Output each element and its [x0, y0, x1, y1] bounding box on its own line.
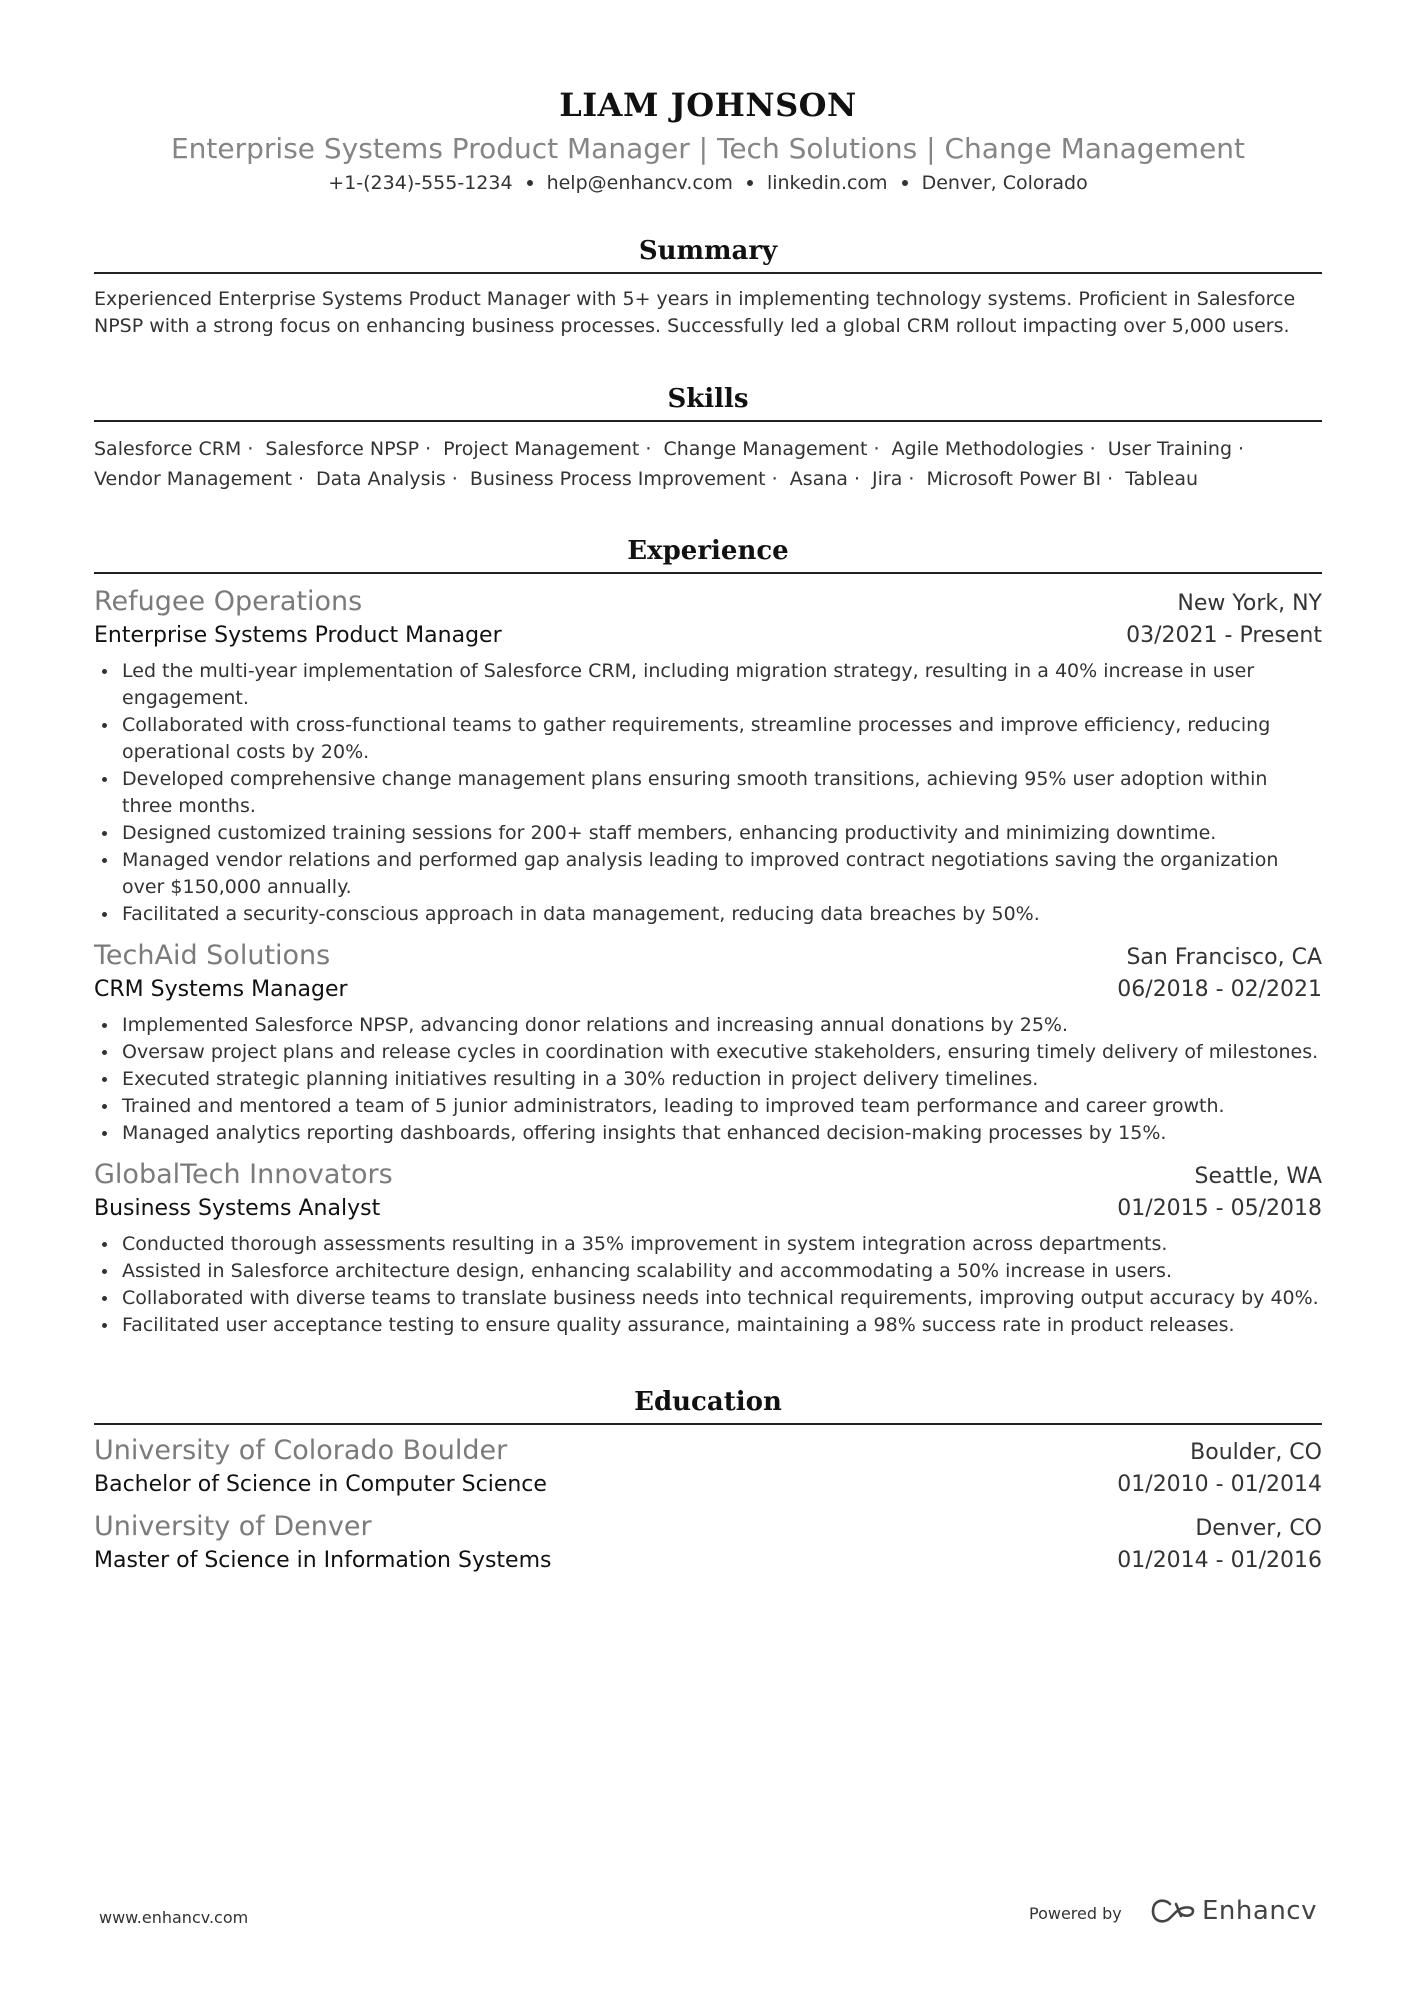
job-bullet: Developed comprehensive change management plans ensuring smooth transitions, achieving 95% user adoption within three months.	[94, 766, 1322, 820]
job-bullet: Assisted in Salesforce architecture design, enhancing scalability and accommodating a 50% increase in users.	[94, 1258, 1322, 1285]
education-dates: 01/2010 - 01/2014	[1117, 1472, 1322, 1497]
contact-location: Denver, Colorado	[921, 172, 1088, 194]
resume-header	[94, 80, 1322, 198]
footer-powered-by: Powered by	[1029, 1904, 1122, 1923]
skill-separator: ·	[451, 468, 458, 490]
education-list	[94, 1433, 1322, 1577]
entry-header-row	[94, 938, 1322, 974]
skill-item: Vendor Management	[94, 468, 292, 490]
job-bullet: Oversaw project plans and release cycles in coordination with executive stakeholders, ensuring timely delivery of milestones.	[94, 1039, 1322, 1066]
job-bullet: Implemented Salesforce NPSP, advancing donor relations and increasing annual donations by 25%.	[94, 1012, 1322, 1039]
skill-item: User Training	[1107, 438, 1233, 460]
degree-name: Master of Science in Information Systems	[94, 1548, 552, 1573]
entry-header-row	[94, 1433, 1322, 1469]
job-dates: 06/2018 - 02/2021	[1117, 977, 1322, 1002]
education-dates: 01/2014 - 01/2016	[1117, 1548, 1322, 1573]
job-bullet: Facilitated user acceptance testing to ensure quality assurance, maintaining a 98% success rate in product releases.	[94, 1312, 1322, 1339]
entry-degree-row	[94, 1469, 1322, 1501]
company-name: TechAid Solutions	[94, 940, 331, 971]
skill-item: Asana	[789, 468, 848, 490]
job-bullet: Executed strategic planning initiatives resulting in a 30% reduction in project delivery timelines.	[94, 1066, 1322, 1093]
candidate-headline: Enterprise Systems Product Manager | Tech Solutions | Change Management	[170, 132, 1246, 165]
bullet-separator-icon	[747, 180, 753, 186]
skill-item: Business Process Improvement	[469, 468, 766, 490]
skill-separator: ·	[1238, 438, 1245, 460]
degree-name: Bachelor of Science in Computer Science	[94, 1472, 547, 1497]
job-bullets	[94, 1012, 1322, 1147]
job-bullet: Collaborated with diverse teams to translate business needs into technical requirements, improving output accuracy by 40%.	[94, 1285, 1322, 1312]
entry-role-row	[94, 1193, 1322, 1225]
contact-phone: +1-(234)-555-1234	[328, 172, 513, 194]
skill-separator: ·	[853, 468, 860, 490]
enhancv-logo-icon	[1150, 1898, 1196, 1924]
section-divider	[94, 1423, 1322, 1425]
skill-item: Microsoft Power BI	[926, 468, 1102, 490]
skill-separator: ·	[425, 438, 432, 460]
job-location: New York, NY	[1177, 591, 1322, 616]
job-bullet: Collaborated with cross-functional teams to gather requirements, streamline processes and improve efficiency, reducing operational costs by 20%.	[94, 712, 1322, 766]
job-bullet: Managed analytics reporting dashboards, offering insights that enhanced decision-making processes by 15%.	[94, 1120, 1322, 1147]
job-title: Business Systems Analyst	[94, 1196, 381, 1221]
education-entry	[94, 1433, 1322, 1501]
job-bullet: Facilitated a security-conscious approach in data management, reducing data breaches by 50%.	[94, 901, 1322, 928]
entry-role-row	[94, 620, 1322, 652]
job-dates: 03/2021 - Present	[1126, 623, 1322, 648]
enhancv-logo[interactable]	[1150, 1896, 1317, 1926]
summary-text: Experienced Enterprise Systems Product Manager with 5+ years in implementing technology systems. Proficient in Salesforce NPSP with a strong focus on enhancing business processes. Successfully led a global CRM rollout impacting over 5,000 users.	[94, 288, 1296, 337]
section-divider	[94, 572, 1322, 574]
candidate-name: LIAM JOHNSON	[559, 86, 857, 124]
skill-separator: ·	[908, 468, 915, 490]
job-bullet: Designed customized training sessions for 200+ staff members, enhancing productivity and minimizing downtime.	[94, 820, 1322, 847]
job-title: CRM Systems Manager	[94, 977, 348, 1002]
section-divider	[94, 272, 1322, 274]
skill-item: Salesforce CRM	[94, 438, 242, 460]
experience-entry	[94, 1157, 1322, 1339]
entry-header-row	[94, 1509, 1322, 1545]
job-bullet: Conducted thorough assessments resulting in a 35% improvement in system integration across departments.	[94, 1231, 1322, 1258]
enhancv-brand-text: Enhancv	[1202, 1896, 1317, 1926]
bullet-separator-icon	[527, 180, 533, 186]
skill-separator: ·	[1089, 438, 1096, 460]
entry-header-row	[94, 584, 1322, 620]
section-divider	[94, 420, 1322, 422]
company-name: Refugee Operations	[94, 586, 363, 617]
skill-item: Salesforce NPSP	[265, 438, 420, 460]
contact-line	[94, 168, 1322, 198]
job-bullets	[94, 1231, 1322, 1339]
skill-item: Tableau	[1125, 468, 1199, 490]
contact-linkedin: linkedin.com	[766, 172, 888, 194]
school-location: Boulder, CO	[1190, 1440, 1322, 1465]
entry-role-row	[94, 974, 1322, 1006]
skill-item: Change Management	[663, 438, 868, 460]
footer-url[interactable]: www.enhancv.com	[99, 1908, 249, 1927]
job-bullet: Managed vendor relations and performed gap analysis leading to improved contract negotiations saving the organization over $150,000 annually.	[94, 847, 1322, 901]
bullet-separator-icon	[902, 180, 908, 186]
job-location: Seattle, WA	[1194, 1164, 1322, 1189]
summary-section-title: Summary	[638, 236, 778, 266]
skill-item: Data Analysis	[316, 468, 446, 490]
company-name: GlobalTech Innovators	[94, 1159, 393, 1190]
school-name: University of Denver	[94, 1511, 372, 1542]
skill-separator: ·	[297, 468, 304, 490]
skill-separator: ·	[771, 468, 778, 490]
skill-item: Jira	[872, 468, 903, 490]
skill-separator: ·	[1107, 468, 1114, 490]
education-entry	[94, 1509, 1322, 1577]
skill-item: Project Management	[443, 438, 640, 460]
skill-separator: ·	[873, 438, 880, 460]
entry-header-row	[94, 1157, 1322, 1193]
experience-list	[94, 584, 1322, 1339]
entry-degree-row	[94, 1545, 1322, 1577]
job-bullet: Trained and mentored a team of 5 junior administrators, leading to improved team performance and career growth.	[94, 1093, 1322, 1120]
resume-content	[94, 80, 1322, 1577]
education-section-title: Education	[634, 1387, 782, 1417]
job-location: San Francisco, CA	[1126, 945, 1322, 970]
job-bullets	[94, 658, 1322, 928]
job-bullet: Led the multi-year implementation of Salesforce CRM, including migration strategy, resulting in a 40% increase in user engagement.	[94, 658, 1322, 712]
skill-separator: ·	[645, 438, 652, 460]
school-name: University of Colorado Boulder	[94, 1435, 508, 1466]
experience-entry	[94, 938, 1322, 1147]
skill-item: Agile Methodologies	[891, 438, 1084, 460]
job-title: Enterprise Systems Product Manager	[94, 623, 502, 648]
skill-separator: ·	[247, 438, 254, 460]
job-dates: 01/2015 - 05/2018	[1117, 1196, 1322, 1221]
contact-email: help@enhancv.com	[546, 172, 733, 194]
school-location: Denver, CO	[1195, 1516, 1322, 1541]
skills-list	[94, 434, 1322, 494]
experience-section-title: Experience	[627, 536, 789, 566]
experience-entry	[94, 584, 1322, 928]
skills-section-title: Skills	[667, 384, 749, 414]
